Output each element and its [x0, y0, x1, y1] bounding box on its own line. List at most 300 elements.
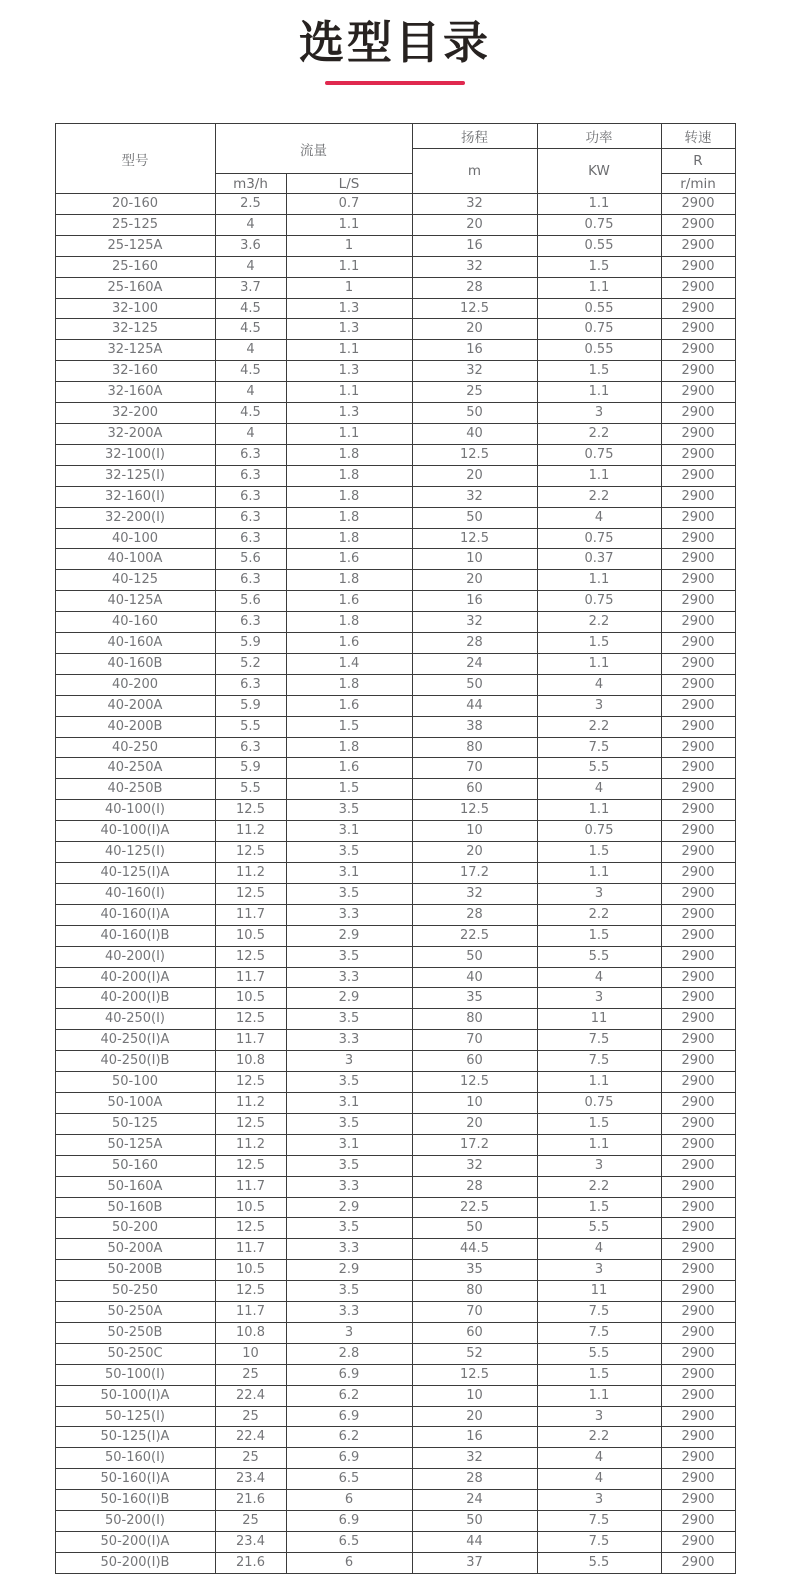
table-cell: 2900: [661, 988, 735, 1009]
table-cell: 2.9: [286, 1260, 412, 1281]
table-cell: 2900: [661, 695, 735, 716]
table-cell: 24: [412, 653, 537, 674]
table-row: [55, 779, 735, 800]
table-row: [55, 340, 735, 361]
table-cell: 6.3: [215, 444, 286, 465]
table-row: [55, 1385, 735, 1406]
table-cell: 6.9: [286, 1511, 412, 1532]
table-row: [55, 612, 735, 633]
table-cell: 10: [412, 821, 537, 842]
table-row: [55, 194, 735, 215]
table-cell: 2.2: [537, 486, 661, 507]
table-cell: 1.6: [286, 591, 412, 612]
table-cell: 2.2: [537, 423, 661, 444]
table-cell: 3.3: [286, 904, 412, 925]
table-cell: 2900: [661, 298, 735, 319]
table-cell: 1.1: [286, 256, 412, 277]
table-cell: 50-125: [55, 1113, 215, 1134]
table-cell: 6.3: [215, 674, 286, 695]
table-cell: 7.5: [537, 1302, 661, 1323]
table-cell: 11: [537, 1009, 661, 1030]
table-cell: 40-250(I)B: [55, 1051, 215, 1072]
header-head-unit: m: [412, 149, 537, 194]
table-cell: 44: [412, 695, 537, 716]
table-cell: 6.3: [215, 486, 286, 507]
table-cell: 3.6: [215, 235, 286, 256]
table-row: [55, 1134, 735, 1155]
table-cell: 6.9: [286, 1406, 412, 1427]
table-cell: 25-160A: [55, 277, 215, 298]
table-row: [55, 1406, 735, 1427]
table-cell: 2900: [661, 1260, 735, 1281]
table-cell: 1: [286, 235, 412, 256]
table-cell: 2900: [661, 528, 735, 549]
table-row: [55, 737, 735, 758]
table-cell: 2900: [661, 1051, 735, 1072]
table-cell: 2900: [661, 883, 735, 904]
table-cell: 20: [412, 214, 537, 235]
table-cell: 1.1: [537, 1134, 661, 1155]
table-cell: 2900: [661, 779, 735, 800]
table-cell: 0.75: [537, 214, 661, 235]
table-row: [55, 423, 735, 444]
table-cell: 1.1: [286, 423, 412, 444]
table-cell: 4.5: [215, 361, 286, 382]
table-cell: 2900: [661, 1092, 735, 1113]
table-cell: 12.5: [215, 800, 286, 821]
table-cell: 5.5: [537, 1218, 661, 1239]
table-cell: 20: [412, 319, 537, 340]
table-cell: 20: [412, 465, 537, 486]
table-cell: 12.5: [215, 1281, 286, 1302]
table-cell: 5.5: [537, 758, 661, 779]
table-cell: 50-100(I): [55, 1364, 215, 1385]
table-cell: 35: [412, 1260, 537, 1281]
table-cell: 11.7: [215, 1030, 286, 1051]
table-cell: 40-160(I): [55, 883, 215, 904]
table-cell: 6.3: [215, 465, 286, 486]
table-cell: 60: [412, 1322, 537, 1343]
table-cell: 23.4: [215, 1532, 286, 1553]
table-row: [55, 842, 735, 863]
table-row: [55, 1260, 735, 1281]
table-cell: 50-250A: [55, 1302, 215, 1323]
table-cell: 2900: [661, 633, 735, 654]
table-cell: 2900: [661, 1176, 735, 1197]
table-cell: 2900: [661, 904, 735, 925]
table-cell: 2900: [661, 382, 735, 403]
table-cell: 32: [412, 883, 537, 904]
table-cell: 2900: [661, 1218, 735, 1239]
table-cell: 4: [537, 779, 661, 800]
table-row: [55, 653, 735, 674]
table-cell: 0.75: [537, 319, 661, 340]
table-cell: 6.3: [215, 570, 286, 591]
table-cell: 32-200A: [55, 423, 215, 444]
table-cell: 1.6: [286, 695, 412, 716]
table-cell: 2900: [661, 1072, 735, 1093]
table-cell: 2.9: [286, 925, 412, 946]
table-cell: 50-125(I)A: [55, 1427, 215, 1448]
table-cell: 70: [412, 1030, 537, 1051]
table-row: [55, 1281, 735, 1302]
table-cell: 28: [412, 1469, 537, 1490]
table-cell: 37: [412, 1552, 537, 1573]
table-row: [55, 1092, 735, 1113]
table-cell: 2.2: [537, 716, 661, 737]
table-cell: 28: [412, 633, 537, 654]
table-cell: 21.6: [215, 1552, 286, 1573]
table-cell: 2900: [661, 1406, 735, 1427]
table-cell: 2900: [661, 1322, 735, 1343]
table-cell: 2900: [661, 842, 735, 863]
table-cell: 80: [412, 1281, 537, 1302]
table-cell: 32-125(I): [55, 465, 215, 486]
table-cell: 3.3: [286, 1030, 412, 1051]
table-cell: 40-200B: [55, 716, 215, 737]
table-cell: 6.2: [286, 1427, 412, 1448]
table-cell: 25-125: [55, 214, 215, 235]
header-speed-unit: r/min: [661, 174, 735, 194]
table-cell: 1.6: [286, 549, 412, 570]
table-cell: 40-100(I): [55, 800, 215, 821]
table-cell: 4: [215, 214, 286, 235]
table-row: [55, 695, 735, 716]
table-cell: 2900: [661, 925, 735, 946]
table-cell: 50-160(I)B: [55, 1490, 215, 1511]
table-row: [55, 361, 735, 382]
table-cell: 0.75: [537, 528, 661, 549]
table-cell: 1.1: [537, 570, 661, 591]
table-row: [55, 403, 735, 424]
table-cell: 40-160(I)A: [55, 904, 215, 925]
table-cell: 40-160B: [55, 653, 215, 674]
table-cell: 3: [537, 695, 661, 716]
table-cell: 0.37: [537, 549, 661, 570]
table-cell: 32: [412, 612, 537, 633]
table-cell: 28: [412, 904, 537, 925]
table-row: [55, 1155, 735, 1176]
table-cell: 3.3: [286, 1302, 412, 1323]
table-cell: 2900: [661, 863, 735, 884]
table-cell: 3: [537, 1406, 661, 1427]
table-row: [55, 1218, 735, 1239]
table-cell: 50-250: [55, 1281, 215, 1302]
table-cell: 28: [412, 1176, 537, 1197]
table-row: [55, 988, 735, 1009]
table-cell: 6.5: [286, 1532, 412, 1553]
table-cell: 4: [215, 423, 286, 444]
table-cell: 0.75: [537, 444, 661, 465]
table-cell: 40-100: [55, 528, 215, 549]
table-cell: 60: [412, 779, 537, 800]
table-cell: 11.7: [215, 904, 286, 925]
table-cell: 50-200: [55, 1218, 215, 1239]
table-cell: 20: [412, 1113, 537, 1134]
table-cell: 12.5: [215, 1113, 286, 1134]
table-cell: 0.75: [537, 591, 661, 612]
table-cell: 0.75: [537, 821, 661, 842]
table-cell: 2900: [661, 821, 735, 842]
table-cell: 4: [537, 1448, 661, 1469]
table-cell: 1.5: [286, 779, 412, 800]
table-cell: 50-200(I)A: [55, 1532, 215, 1553]
table-row: [55, 1197, 735, 1218]
table-row: [55, 591, 735, 612]
table-cell: 2900: [661, 800, 735, 821]
table-cell: 25: [215, 1511, 286, 1532]
table-cell: 2900: [661, 1302, 735, 1323]
table-cell: 1.3: [286, 298, 412, 319]
table-cell: 50: [412, 1511, 537, 1532]
table-cell: 25: [215, 1448, 286, 1469]
table-row: [55, 1051, 735, 1072]
table-cell: 40-250(I): [55, 1009, 215, 1030]
table-cell: 12.5: [215, 842, 286, 863]
table-cell: 1.8: [286, 444, 412, 465]
table-row: [55, 1427, 735, 1448]
table-cell: 22.5: [412, 925, 537, 946]
table-cell: 2900: [661, 465, 735, 486]
header-flow-m3h: m3/h: [215, 174, 286, 194]
table-row: [55, 465, 735, 486]
table-cell: 25: [215, 1406, 286, 1427]
table-cell: 7.5: [537, 1030, 661, 1051]
table-cell: 7.5: [537, 737, 661, 758]
table-cell: 22.4: [215, 1427, 286, 1448]
table-cell: 3.5: [286, 1218, 412, 1239]
table-row: [55, 235, 735, 256]
table-cell: 40-250(I)A: [55, 1030, 215, 1051]
table-cell: 1.1: [537, 1385, 661, 1406]
table-cell: 3.3: [286, 1239, 412, 1260]
table-cell: 1.5: [537, 633, 661, 654]
table-cell: 1.8: [286, 612, 412, 633]
table-cell: 32: [412, 361, 537, 382]
table-cell: 10.8: [215, 1322, 286, 1343]
table-cell: 2900: [661, 1343, 735, 1364]
table-cell: 1.1: [286, 214, 412, 235]
table-cell: 21.6: [215, 1490, 286, 1511]
table-cell: 40-200(I): [55, 946, 215, 967]
table-cell: 25: [215, 1364, 286, 1385]
table-cell: 10: [412, 1385, 537, 1406]
table-cell: 50-160(I): [55, 1448, 215, 1469]
table-row: [55, 319, 735, 340]
table-row: [55, 444, 735, 465]
table-cell: 10.8: [215, 1051, 286, 1072]
table-row: [55, 214, 735, 235]
table-row: [55, 1009, 735, 1030]
table-cell: 4.5: [215, 319, 286, 340]
table-cell: 11.2: [215, 863, 286, 884]
table-row: [55, 967, 735, 988]
table-row: [55, 528, 735, 549]
table-cell: 25: [412, 382, 537, 403]
table-cell: 2900: [661, 1113, 735, 1134]
table-cell: 11.2: [215, 1134, 286, 1155]
header-model: 型号: [55, 124, 215, 194]
table-cell: 12.5: [412, 1072, 537, 1093]
table-cell: 2900: [661, 1281, 735, 1302]
table-row: [55, 1176, 735, 1197]
table-cell: 40-200(I)A: [55, 967, 215, 988]
table-body: [55, 194, 735, 1574]
table-cell: 5.5: [537, 946, 661, 967]
table-cell: 12.5: [412, 298, 537, 319]
table-cell: 1.5: [537, 361, 661, 382]
table-cell: 2900: [661, 423, 735, 444]
page-title: 选型目录: [298, 16, 491, 69]
header-power-unit: KW: [537, 149, 661, 194]
table-row: [55, 382, 735, 403]
table-cell: 5.6: [215, 549, 286, 570]
table-row: [55, 946, 735, 967]
table-cell: 10.5: [215, 1260, 286, 1281]
table-cell: 2900: [661, 1448, 735, 1469]
table-cell: 1.3: [286, 403, 412, 424]
table-cell: 40-250: [55, 737, 215, 758]
table-cell: 10.5: [215, 988, 286, 1009]
table-cell: 6: [286, 1552, 412, 1573]
table-cell: 50-200(I): [55, 1511, 215, 1532]
table-cell: 2900: [661, 1364, 735, 1385]
title-accent-divider: [325, 81, 465, 85]
table-cell: 50-160: [55, 1155, 215, 1176]
table-cell: 2900: [661, 403, 735, 424]
table-cell: 2900: [661, 235, 735, 256]
table-cell: 11.2: [215, 1092, 286, 1113]
table-cell: 0.55: [537, 340, 661, 361]
table-cell: 1.5: [537, 1197, 661, 1218]
table-cell: 1.3: [286, 361, 412, 382]
table-row: [55, 1030, 735, 1051]
table-row: [55, 1364, 735, 1385]
table-cell: 2900: [661, 674, 735, 695]
table-row: [55, 256, 735, 277]
table-cell: 12.5: [215, 1218, 286, 1239]
table-cell: 2900: [661, 1197, 735, 1218]
table-cell: 1.1: [537, 465, 661, 486]
table-cell: 3: [537, 1490, 661, 1511]
table-cell: 32-100(I): [55, 444, 215, 465]
table-cell: 1.5: [537, 925, 661, 946]
table-cell: 4: [537, 674, 661, 695]
table-cell: 40-125A: [55, 591, 215, 612]
table-cell: 7.5: [537, 1051, 661, 1072]
table-cell: 2900: [661, 737, 735, 758]
table-cell: 50-125(I): [55, 1406, 215, 1427]
table-cell: 2900: [661, 444, 735, 465]
table-cell: 11.2: [215, 821, 286, 842]
table-cell: 6.3: [215, 528, 286, 549]
table-cell: 11: [537, 1281, 661, 1302]
table-cell: 10: [215, 1343, 286, 1364]
table-cell: 3: [537, 988, 661, 1009]
table-cell: 25-160: [55, 256, 215, 277]
table-row: [55, 1490, 735, 1511]
table-cell: 11.7: [215, 1176, 286, 1197]
table-cell: 40: [412, 423, 537, 444]
table-cell: 50-160B: [55, 1197, 215, 1218]
table-cell: 50-160(I)A: [55, 1469, 215, 1490]
table-cell: 5.5: [215, 779, 286, 800]
table-cell: 17.2: [412, 863, 537, 884]
table-cell: 3.5: [286, 946, 412, 967]
table-cell: 1: [286, 277, 412, 298]
table-row: [55, 507, 735, 528]
table-cell: 40-100(I)A: [55, 821, 215, 842]
table-row: [55, 1113, 735, 1134]
table-cell: 32-200(I): [55, 507, 215, 528]
table-cell: 5.2: [215, 653, 286, 674]
table-cell: 40-200: [55, 674, 215, 695]
table-cell: 6.3: [215, 507, 286, 528]
table-cell: 1.5: [537, 1113, 661, 1134]
table-cell: 23.4: [215, 1469, 286, 1490]
table-cell: 5.5: [215, 716, 286, 737]
table-cell: 16: [412, 340, 537, 361]
table-cell: 50-125A: [55, 1134, 215, 1155]
table-cell: 3.1: [286, 1134, 412, 1155]
table-cell: 6.5: [286, 1469, 412, 1490]
table-cell: 50: [412, 674, 537, 695]
table-cell: 2900: [661, 1009, 735, 1030]
table-cell: 32-200: [55, 403, 215, 424]
table-cell: 1.5: [537, 1364, 661, 1385]
table-row: [55, 570, 735, 591]
table-cell: 2900: [661, 1427, 735, 1448]
table-cell: 1.8: [286, 570, 412, 591]
table-cell: 2900: [661, 1030, 735, 1051]
table-cell: 12.5: [412, 528, 537, 549]
table-cell: 3.5: [286, 800, 412, 821]
header-flow-ls: L/S: [286, 174, 412, 194]
table-cell: 4.5: [215, 298, 286, 319]
table-row: [55, 1343, 735, 1364]
table-cell: 50-250B: [55, 1322, 215, 1343]
table-cell: 38: [412, 716, 537, 737]
table-cell: 50-100A: [55, 1092, 215, 1113]
table-row: [55, 1322, 735, 1343]
table-cell: 50-250C: [55, 1343, 215, 1364]
table-cell: 70: [412, 1302, 537, 1323]
table-cell: 2900: [661, 1511, 735, 1532]
table-cell: 40-160(I)B: [55, 925, 215, 946]
table-cell: 10: [412, 549, 537, 570]
table-cell: 1.8: [286, 737, 412, 758]
table-cell: 5.9: [215, 695, 286, 716]
table-cell: 1.6: [286, 758, 412, 779]
table-cell: 2.2: [537, 1427, 661, 1448]
table-cell: 12.5: [215, 1009, 286, 1030]
table-cell: 3: [537, 403, 661, 424]
table-cell: 6: [286, 1490, 412, 1511]
table-cell: 40-160: [55, 612, 215, 633]
table-cell: 1.8: [286, 465, 412, 486]
header-speed-r: R: [661, 149, 735, 174]
table-cell: 2.9: [286, 1197, 412, 1218]
table-cell: 3.7: [215, 277, 286, 298]
table-row: [55, 486, 735, 507]
table-cell: 32: [412, 486, 537, 507]
table-cell: 3.5: [286, 1155, 412, 1176]
table-cell: 2900: [661, 1552, 735, 1573]
table-cell: 2900: [661, 319, 735, 340]
table-cell: 12.5: [412, 800, 537, 821]
table-cell: 1.5: [286, 716, 412, 737]
table-cell: 16: [412, 591, 537, 612]
